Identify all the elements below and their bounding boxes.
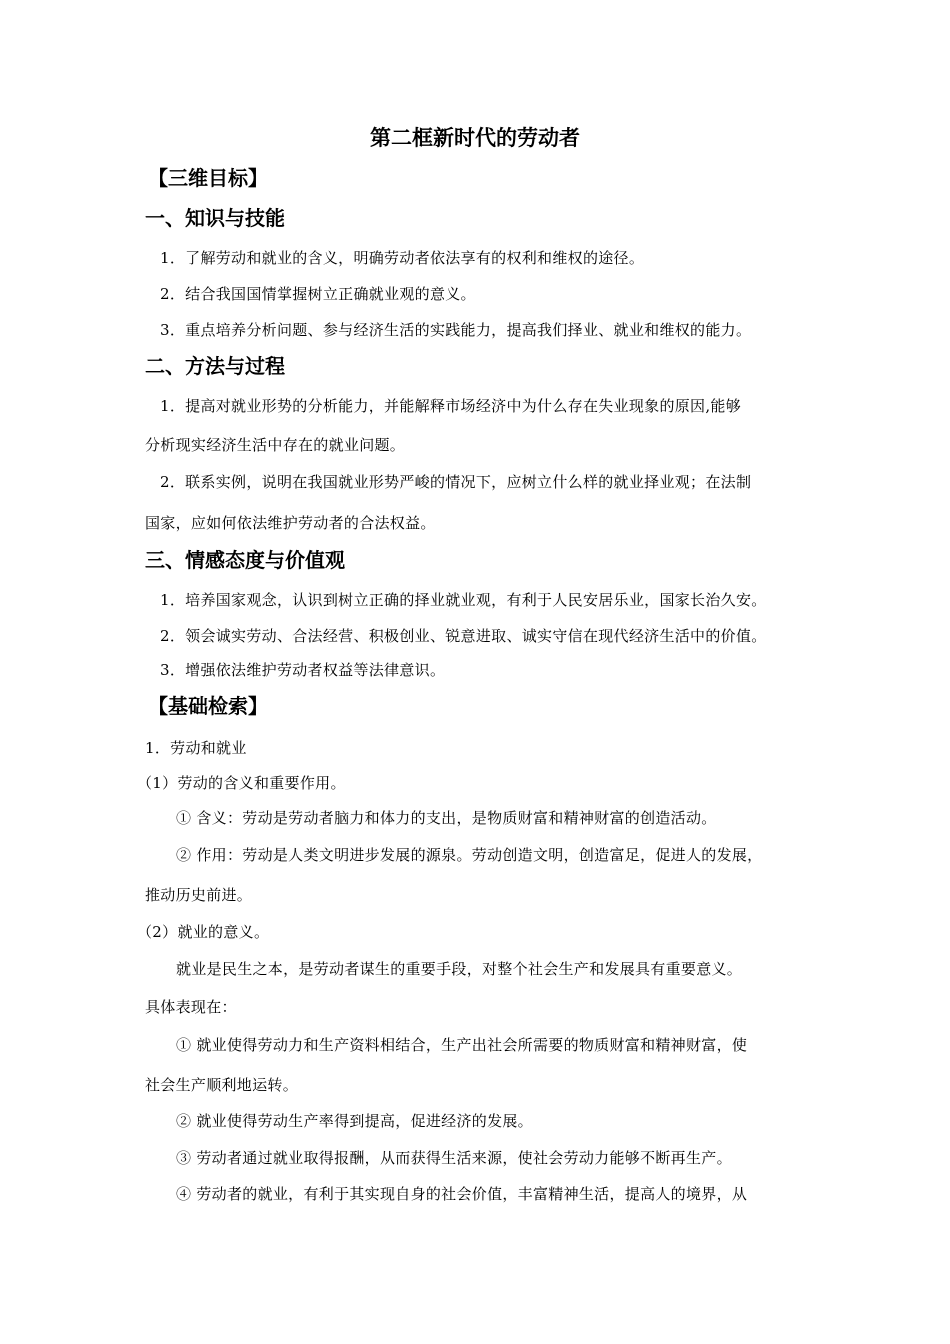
labor-meaning: ① 含义：劳动是劳动者脑力和体力的支出，是物质财富和精神财富的创造活动。: [176, 809, 717, 827]
method-heading: 二、方法与过程: [145, 354, 285, 378]
method-item-1-line-1: 1．提高对就业形势的分析能力，并能解释市场经济中为什么存在失业现象的原因,能够: [160, 397, 742, 415]
emotion-heading: 三、情感态度与价值观: [145, 548, 345, 572]
knowledge-item-1: 1．了解劳动和就业的含义，明确劳动者依法享有的权利和维权的途径。: [160, 249, 645, 267]
knowledge-heading: 一、知识与技能: [145, 206, 285, 230]
employment-detail-label: 具体表现在：: [145, 998, 237, 1016]
labor-role-line-2: 推动历史前进。: [145, 886, 253, 904]
emotion-item-1: 1．培养国家观念，认识到树立正确的择业就业观，有利于人民安居乐业，国家长治久安。: [160, 591, 767, 609]
employment-intro: 就业是民生之本，是劳动者谋生的重要手段，对整个社会生产和发展具有重要意义。: [176, 960, 743, 978]
method-item-2-line-2: 国家，应如何依法维护劳动者的合法权益。: [145, 514, 436, 532]
subtopic-2: （2）就业的意义。: [137, 923, 270, 941]
employment-point-1-line-1: ① 就业使得劳动力和生产资料相结合，生产出社会所需要的物质财富和精神财富，使: [176, 1036, 748, 1054]
labor-role-line-1: ② 作用：劳动是人类文明进步发展的源泉。劳动创造文明，创造富足，促进人的发展，: [176, 846, 763, 864]
employment-point-2: ② 就业使得劳动生产率得到提高，促进经济的发展。: [176, 1112, 533, 1130]
subtopic-1: （1）劳动的含义和重要作用。: [137, 774, 346, 792]
method-item-2-line-1: 2．联系实例，说明在我国就业形势严峻的情况下，应树立什么样的就业择业观；在法制: [160, 473, 752, 491]
emotion-item-2: 2．领会诚实劳动、合法经营、积极创业、锐意进取、诚实守信在现代经济生活中的价值。: [160, 627, 767, 645]
emotion-item-3: 3．增强依法维护劳动者权益等法律意识。: [160, 661, 446, 679]
section-goals-heading: 【三维目标】: [148, 166, 268, 190]
employment-point-1-line-2: 社会生产顺利地运转。: [145, 1076, 299, 1094]
method-item-1-line-2: 分析现实经济生活中存在的就业问题。: [145, 436, 406, 454]
topic-1: 1．劳动和就业: [145, 739, 247, 757]
employment-point-3: ③ 劳动者通过就业取得报酬，从而获得生活来源，使社会劳动力能够不断再生产。: [176, 1149, 732, 1167]
employment-point-4-line-1: ④ 劳动者的就业，有利于其实现自身的社会价值，丰富精神生活，提高人的境界，从: [176, 1185, 748, 1203]
page-title: 第二框新时代的劳动者: [370, 126, 580, 150]
section-basics-heading: 【基础检索】: [148, 694, 268, 718]
knowledge-item-3: 3．重点培养分析问题、参与经济生活的实践能力，提高我们择业、就业和维权的能力。: [160, 321, 752, 339]
knowledge-item-2: 2．结合我国国情掌握树立正确就业观的意义。: [160, 285, 476, 303]
